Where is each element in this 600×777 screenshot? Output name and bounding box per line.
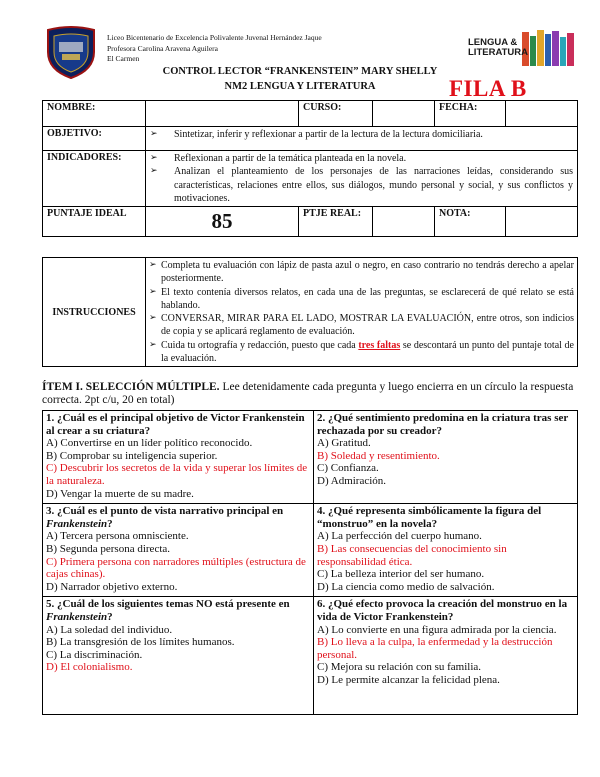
option-c[interactable]: C) Confianza. [317,462,379,475]
puntaje-label: PUNTAJE IDEAL [43,207,146,237]
instruction-item [149,339,574,366]
option-d[interactable]: D) Le permite alcanzar la felicidad plena. [317,673,500,686]
nombre-label: NOMBRE: [43,101,146,127]
item-title: ÍTEM I. SELECCIÓN MÚLTIPLE. [42,381,220,393]
school-info [107,33,322,65]
fila-label: FILA B [449,76,527,101]
objetivo-label: OBJETIVO: [43,127,146,151]
instruction-item: ➢ CONVERSAR, MIRAR PARA EL LADO, MOSTRAR LA EVALUACIÓN, entre otros, son indicios de copia y se aplicará reglamento de evaluación. [149,312,574,339]
question-text: 5. ¿Cuál de los siguientes temas NO está presente en Frankenstein? [46,598,290,623]
nombre-field[interactable] [146,101,299,127]
question-cell [314,597,578,715]
item-heading [42,381,582,407]
option-c-correct[interactable]: C) Primera persona con narradores múltiples (estructura de cajas chinas). [46,555,306,581]
question-text: 2. ¿Qué sentimiento predomina en la criatura tras ser rechazada por su creador? [317,412,569,437]
option-c[interactable]: C) La discriminación. [46,648,143,661]
objetivo-cell [146,127,578,151]
question-text: 6. ¿Qué efecto provoca la creación del monstruo en la vida de Victor Frankenstein? [317,598,568,623]
indicador-item: ➢ Analizan el planteamiento de los personajes de las narraciones leídas, considerando sus características, relaciones entre ellos, sus diálogos, mundo personal y social, y sus conflictos y motivaciones. [150,165,573,205]
option-a[interactable]: A) Lo convierte en una figura admirada por la ciencia. [317,623,557,636]
instruction-text: se descontará un punto del puntaje total de la evaluación. [161,339,574,365]
option-d[interactable]: D) Admiración. [317,474,387,487]
logo-text: LENGUA & LITERATURA [468,37,528,58]
question-cell [43,504,314,597]
instruction-item: ➢ Completa tu evaluación con lápiz de pasta azul o negro, en caso contrario no tendrás derecho a apelar posteriormente. [149,259,574,286]
option-b[interactable]: B) La transgresión de los límites humanos. [46,636,235,649]
document-title: CONTROL LECTOR “FRANKENSTEIN” MARY SHELLY [162,66,438,77]
tres-faltas-highlight: tres faltas [358,339,401,351]
curso-label: CURSO: [299,101,373,127]
option-b-correct[interactable]: B) Soledad y resentimiento. [317,449,440,462]
option-c-correct[interactable]: C) Descubrir los secretos de la vida y superar los límites de la naturaleza. [46,462,308,487]
option-c[interactable]: C) Mejora su relación con su familia. [317,661,482,674]
question-cell [43,597,314,715]
objetivo-text: ➢ Sintetizar, inferir y reflexionar a partir de la lectura de la lectura domiciliaria. [150,128,573,141]
puntaje-value: 85 [146,207,299,237]
nota-label: NOTA: [435,207,506,237]
option-d[interactable]: D) Vengar la muerte de su madre. [46,487,194,500]
option-b-correct[interactable]: B) Lo lleva a la culpa, la enfermedad y la destrucción personal. [317,636,553,661]
question-text: 4. ¿Qué representa simbólicamente la figura del “monstruo” en la novela? [317,505,542,530]
option-a[interactable]: A) La perfección del cuerpo humano. [317,530,482,543]
question-text: 3. ¿Cuál es el punto de vista narrativo principal en Frankenstein? [46,505,284,530]
student-info-table [42,100,578,237]
teacher-name: Profesora Carolina Aravena Aguilera [107,43,219,53]
question-text: 1. ¿Cuál es el principal objetivo de Victor Frankenstein al crear a su criatura? [46,412,305,437]
ptje-real-label: PTJE REAL: [299,207,373,237]
option-b[interactable]: B) Segunda persona directa. [46,542,171,555]
option-b-correct[interactable]: B) Las consecuencias del conocimiento sin responsabilidad ética. [317,542,507,568]
questions-table [42,410,578,715]
instructions-cell [146,258,578,367]
question-cell [43,411,314,504]
lengua-literatura-logo [466,28,578,68]
document-subtitle: NM2 LENGUA Y LITERATURA [224,81,376,92]
school-location: El Carmen [107,54,140,63]
option-c[interactable]: C) La belleza interior del ser humano. [317,568,485,581]
indicadores-label: INDICADORES: [43,151,146,207]
fecha-label: FECHA: [435,101,506,127]
fecha-field[interactable] [506,101,578,127]
option-d[interactable]: D) Narrador objetivo externo. [46,580,178,593]
option-b[interactable]: B) Comprobar su inteligencia superior. [46,449,218,462]
indicadores-cell [146,151,578,207]
option-a[interactable]: A) Convertirse en un líder político reconocido. [46,437,253,450]
nota-field[interactable] [506,207,578,237]
instruction-text: Cuida tu ortografía y redacción, puesto que cada [161,339,359,351]
option-a[interactable]: A) Gratitud. [317,437,371,450]
question-cell [314,411,578,504]
indicador-item: ➢ Reflexionan a partir de la temática planteada en la novela. [150,152,573,165]
option-a[interactable]: A) La soledad del individuo. [46,623,173,636]
curso-field[interactable] [373,101,435,127]
instructions-table [42,257,578,367]
option-d[interactable]: D) La ciencia como medio de salvación. [317,580,495,593]
item-description: Lee detenidamente cada pregunta y luego encierra en un círculo la respuesta correcta. 2pt c/u, 20 en total) [42,381,574,406]
option-a[interactable]: A) Tercera persona omnisciente. [46,530,189,543]
ptje-real-field[interactable] [373,207,435,237]
instruction-item: ➢ El texto contenía diversos relatos, en cada una de las preguntas, se esclarecerá de qué relato se está hablando. [149,286,574,313]
school-name: Liceo Bicentenario de Excelencia Polivalente Juvenal Hernández Jaque [107,33,322,42]
question-cell [314,504,578,597]
option-d-correct[interactable]: D) El colonialismo. [46,661,133,674]
instructions-label: INSTRUCCIONES [43,258,146,367]
